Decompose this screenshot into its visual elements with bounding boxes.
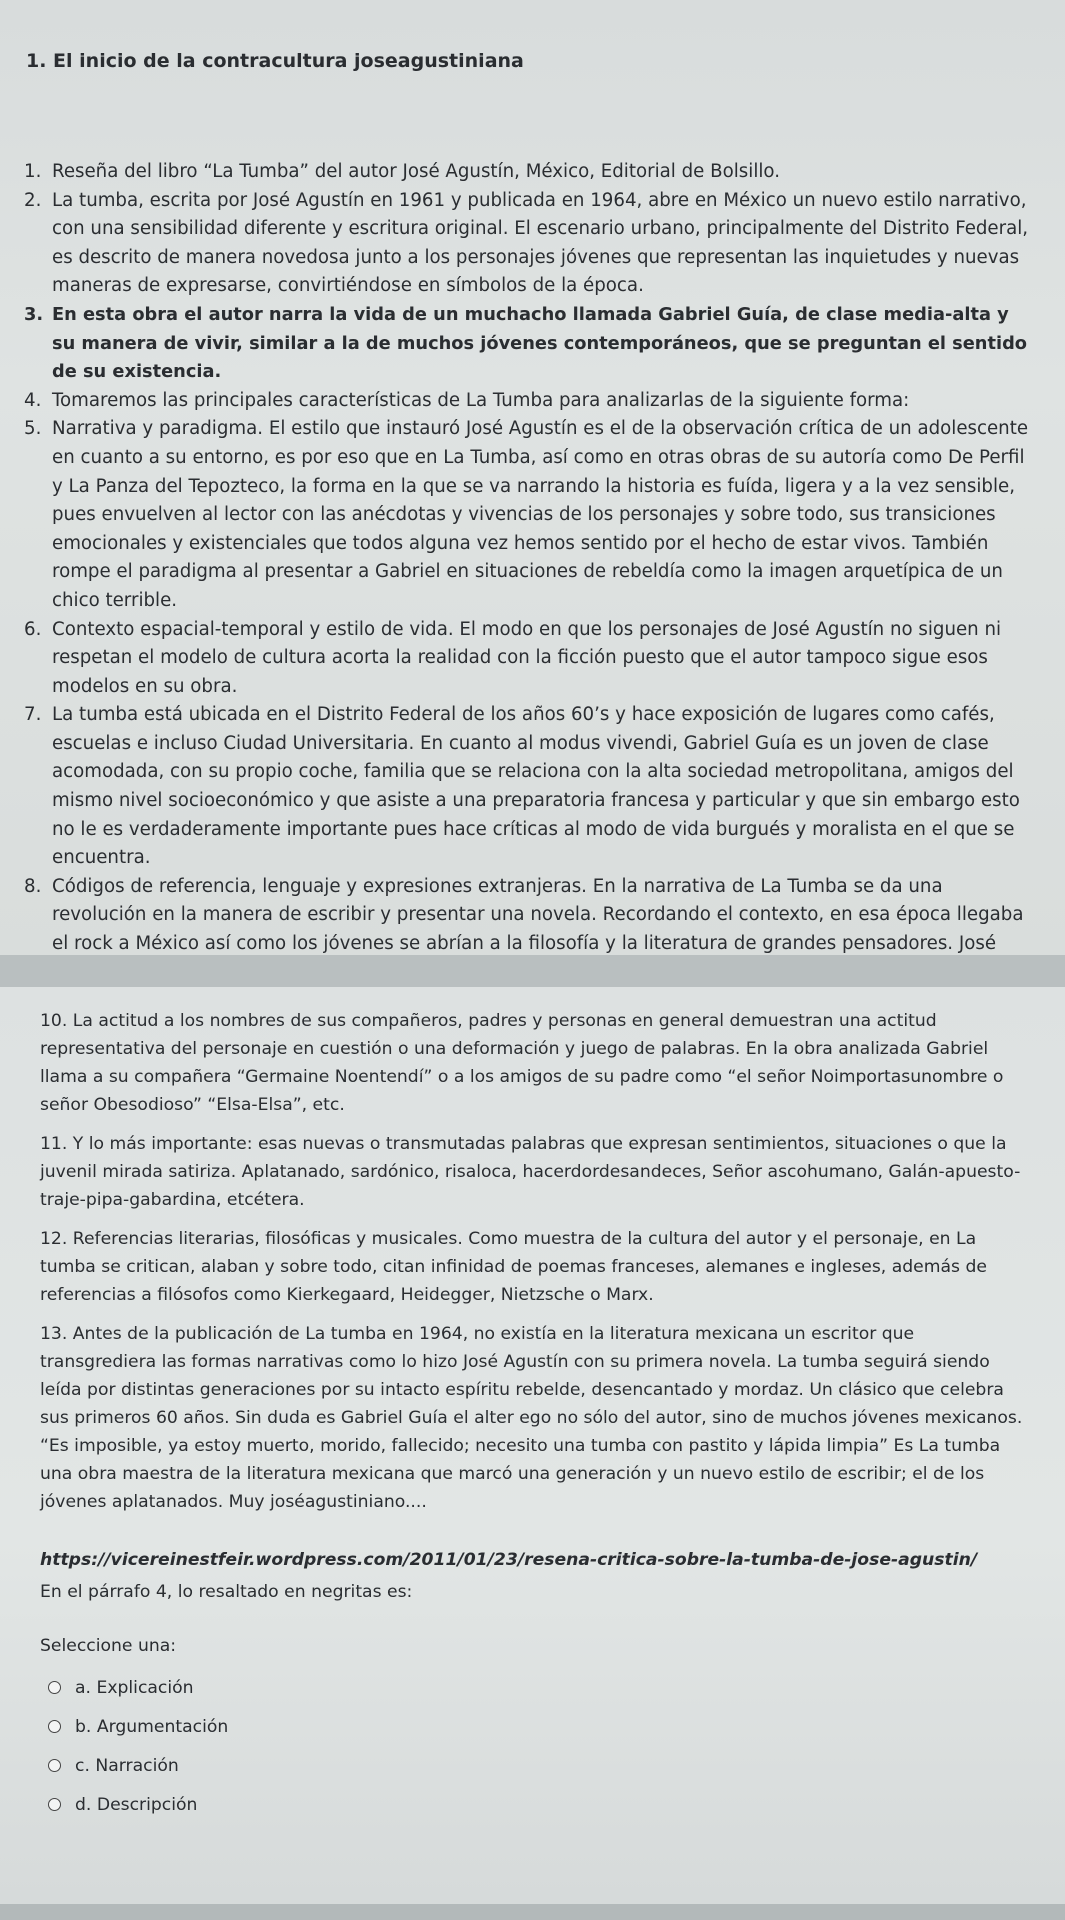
paragraph-7: 7. La tumba está ubicada en el Distrito Federal de los años 60’s y hace exposición de lugares como cafés, escuelas e incluso Ciudad Universitaria. En cuanto al modus vivendi, Gabriel Guía es un joven de clase acomodada, con su propio coche, familia que se relaciona con la alta sociedad metropolitana, amigos del mismo nivel socioeconómico y que asiste a una preparatoria francesa y particular y que sin embargo esto no le es verdaderamente importante pues hace críticas al modo de vida burgués y moralista en el que se encuentra.	[24, 704, 1020, 869]
paragraph-13: 13. Antes de la publicación de La tumba en 1964, no existía en la literatura mexicana un escritor que transgrediera las formas narrativas como lo hizo José Agustín con su primera novela. La tumba seguirá siendo leída por distintas generaciones por su intacto espíritu rebelde, desencantado y mordaz. Un clásico que celebra sus primeros 60 años. Sin duda es Gabriel Guía el alter ego no sólo del autor, sino de muchos jóvenes mexicanos. “Es imposible, ya estoy muerto, morido, fallecido; necesito una tumba con pastito y lápida limpia” Es La tumba una obra maestra de la literatura mexicana que marcó una generación y un nuevo estilo de escribir; el de los jóvenes aplatanados. Muy joséagustiniano....	[40, 1324, 1023, 1512]
photo-top-section	[0, 0, 1065, 955]
paragraph-11: 11. Y lo más importante: esas nuevas o transmutadas palabras que expresan sentimientos, situaciones o que la juvenil mirada satiriza. Aplatanado, sardónico, risaloca, hacerdordesandeces, Señor ascohumano, Galán-apuesto-traje-pipa-gabardina, etcétera.	[40, 1134, 1021, 1210]
paragraph-5: 5. Narrativa y paradigma. El estilo que instauró José Agustín es el de la observación crítica de un adolescente en cuanto a su entorno, es por eso que en La Tumba, así como en otras obras de su autoría como De Perfil y La Panza del Tepozteco, la forma en la que se va narrando la historia es fuída, ligera y a la vez sensible, pues envuelven al lector con las anécdotas y vivencias de los personajes y sobre todo, sus transiciones emocionales y existenciales que todos alguna vez hemos sentido por el hecho de estar vivos. También rompe el paradigma al presentar a Gabriel en situaciones de rebeldía como la imagen arquetípica de un chico terrible.	[24, 418, 1029, 611]
photo-bottom-edge	[0, 1904, 1065, 1920]
paragraph-4: 4. Tomaremos las principales características de La Tumba para analizarlas de la siguiente forma:	[24, 389, 910, 411]
photo-gap	[0, 955, 1065, 987]
source-link[interactable]: https://vicereinestfeir.wordpress.com/2011/01/23/resena-critica-sobre-la-tumba-de-jose-agustin/	[40, 1550, 978, 1570]
radio-icon[interactable]	[48, 1759, 61, 1772]
option-b[interactable]: b. Argumentación	[40, 1707, 1027, 1746]
radio-icon[interactable]	[48, 1798, 61, 1811]
select-label: Seleccione una:	[40, 1636, 177, 1656]
paragraph-12: 12. Referencias literarias, filosóficas y musicales. Como muestra de la cultura del autor y el personaje, en La tumba se critican, alaban y sobre todo, citan infinidad de poemas franceses, alemanes e ingleses, además de referencias a filósofos como Kierkegaard, Heidegger, Nietzsche o Marx.	[40, 1229, 987, 1305]
paragraph-3-bold: 3. En esta obra el autor narra la vida de un muchacho llamada Gabriel Guía, de clase media-alta y su manera de vivir, similar a la de muchos jóvenes contemporáneos, que se preguntan el sentido de su existencia.	[24, 303, 1028, 383]
option-a[interactable]: a. Explicación	[40, 1668, 1027, 1707]
answer-options	[40, 1668, 1027, 1824]
paragraph-10: 10. La actitud a los nombres de sus compañeros, padres y personas en general demuestran una actitud representativa del personaje en cuestión o una deformación y juego de palabras. En la obra analizada Gabriel llama a su compañera “Germaine Noentendí” o a los amigos de su padre como “el señor Noimportasunombre o señor Obesodioso” “Elsa-Elsa”, etc.	[40, 1011, 1004, 1115]
paragraph-6: 6. Contexto espacial-temporal y estilo de vida. El modo en que los personajes de José Agustín no siguen ni respetan el modelo de cultura acorta la realidad con la ficción puesto que el autor tampoco sigue esos modelos en su obra.	[24, 618, 1002, 697]
photo-bottom-section	[0, 987, 1065, 1904]
paragraph-8: 8. Códigos de referencia, lenguaje y expresiones extranjeras. En la narrativa de La Tumba se da una revolución en la manera de escribir y presentar una novela. Recordando el contexto, en esa época llegaba el rock a México así como los jóvenes se abrían a la filosofía y la literatura de grandes pensadores. José	[24, 875, 1024, 955]
paragraph-1: 1. Reseña del libro “La Tumba” del autor José Agustín, México, Editorial de Bolsillo.	[24, 161, 781, 182]
option-d[interactable]: d. Descripción	[40, 1785, 1027, 1824]
radio-icon[interactable]	[48, 1681, 61, 1694]
page-title: 1. El inicio de la contracultura joseagustiniana	[26, 50, 524, 72]
paragraph-list	[24, 158, 1037, 1016]
option-c[interactable]: c. Narración	[40, 1746, 1027, 1785]
radio-icon[interactable]	[48, 1720, 61, 1733]
paragraph-2: 2. La tumba, escrita por José Agustín en 1961 y publicada en 1964, abre en México un nuevo estilo narrativo, con una sensibilidad diferente y escritura original. El escenario urbano, principalmente del Distrito Federal, es descrito de manera novedosa junto a los personajes jóvenes que representan las inquietudes y nuevas maneras de expresarse, convirtiéndose en símbolos de la época.	[24, 189, 1029, 297]
question-text: En el párrafo 4, lo resaltado en negritas es:	[40, 1582, 413, 1602]
